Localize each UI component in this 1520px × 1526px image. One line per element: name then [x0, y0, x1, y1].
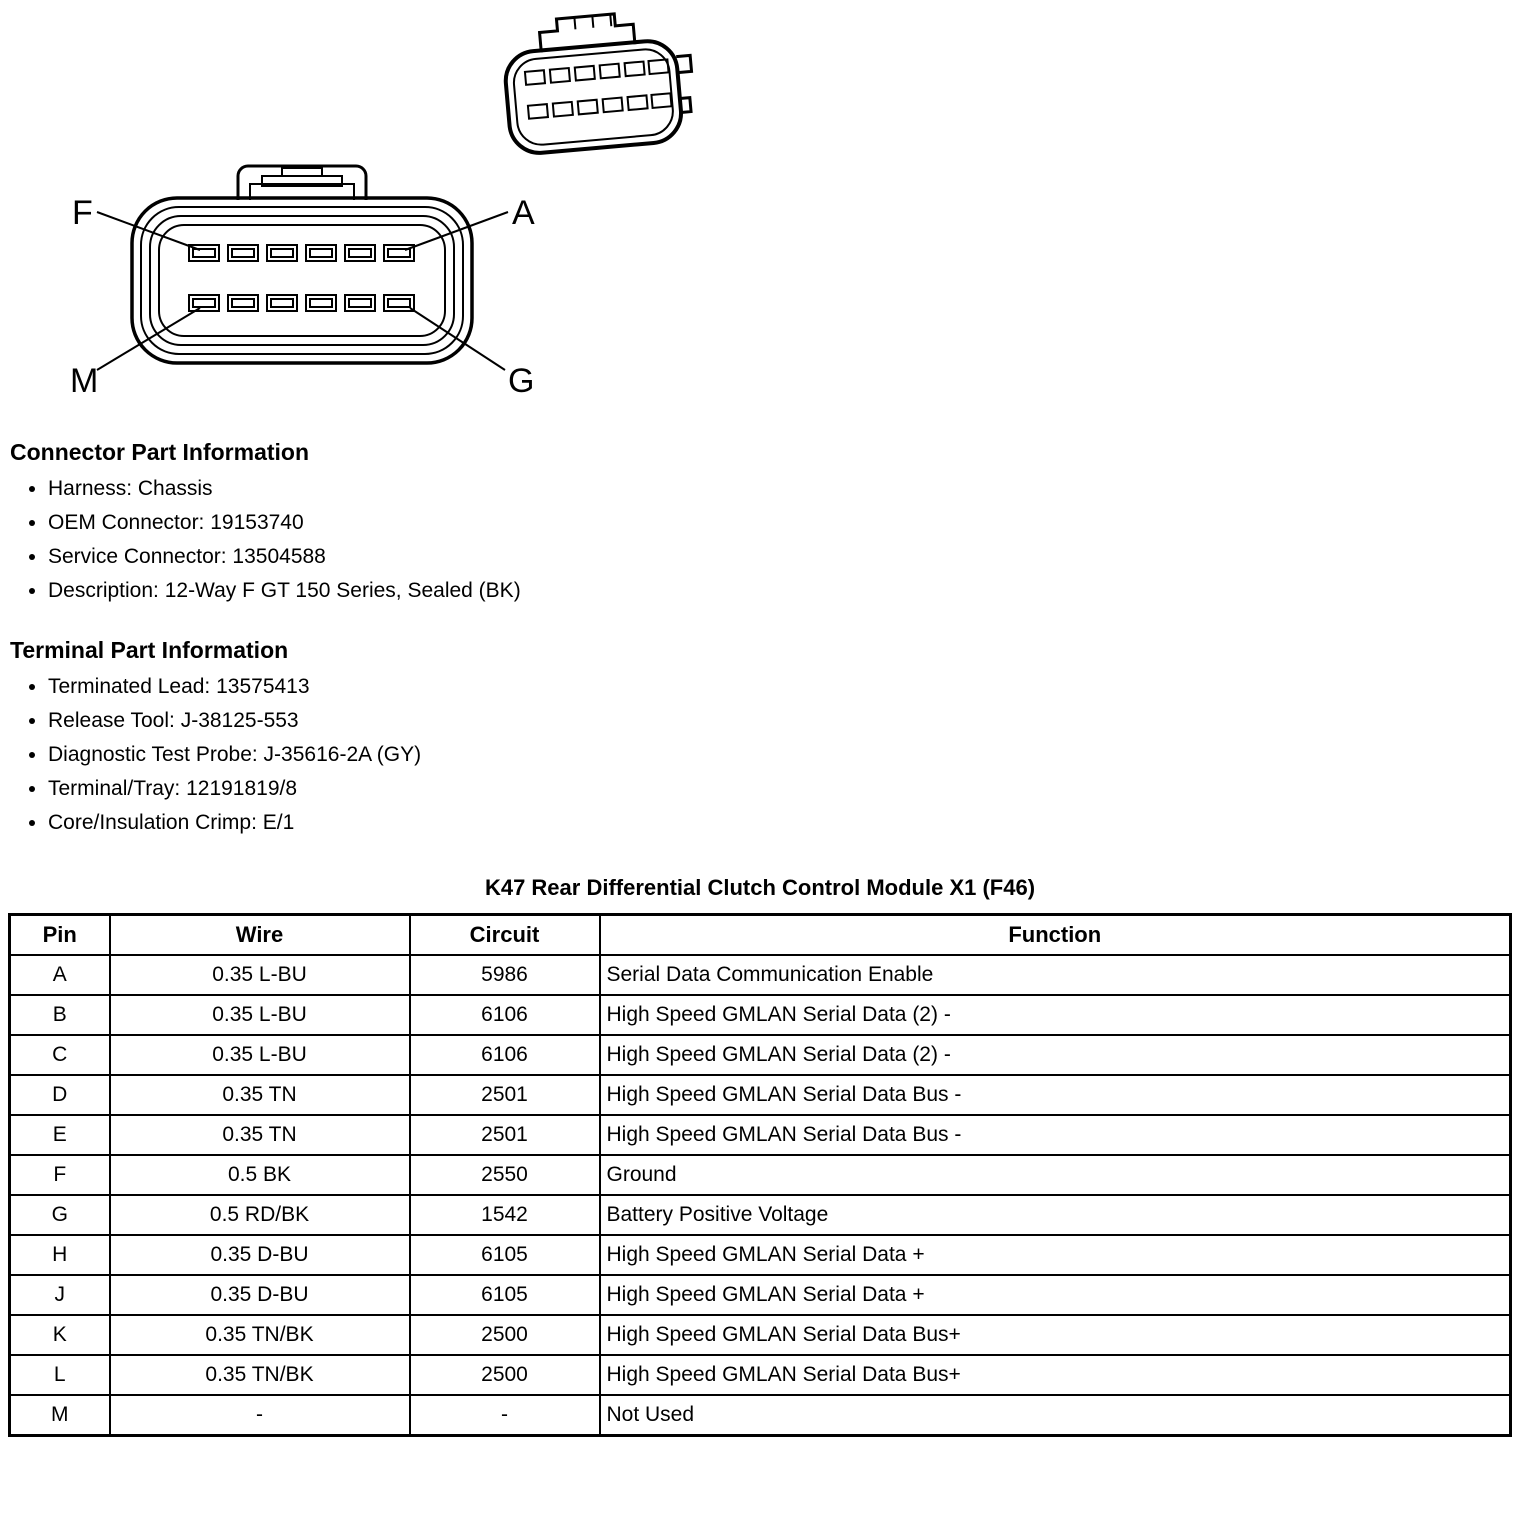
cell-pin: G	[10, 1195, 110, 1235]
list-item-harness: • Harness: Chassis	[48, 476, 1520, 501]
pin-label-f: F	[72, 194, 93, 232]
column-header-circuit: Circuit	[410, 915, 600, 956]
cell-circuit: 6105	[410, 1275, 600, 1315]
cell-function: High Speed GMLAN Serial Data +	[600, 1275, 1511, 1315]
table-title: K47 Rear Differential Clutch Control Module X1 (F46)	[484, 875, 1036, 900]
list-item-description: • Description: 12-Way F GT 150 Series, Sealed (BK)	[48, 578, 1520, 603]
cell-wire: 0.35 D-BU	[110, 1275, 410, 1315]
connector-perspective-icon	[501, 8, 698, 156]
pinout-table	[8, 913, 1512, 1437]
cell-pin: B	[10, 995, 110, 1035]
leader-line-a	[405, 212, 508, 250]
leader-line-m	[97, 308, 200, 370]
cell-function: Battery Positive Voltage	[600, 1195, 1511, 1235]
cell-circuit: 6105	[410, 1235, 600, 1275]
cell-pin: J	[10, 1275, 110, 1315]
cell-pin: C	[10, 1035, 110, 1075]
list-item-terminal-tray: • Terminal/Tray: 12191819/8	[48, 776, 1520, 801]
cell-function: High Speed GMLAN Serial Data (2) -	[600, 995, 1511, 1035]
cell-wire: 0.35 L-BU	[110, 995, 410, 1035]
cell-function: High Speed GMLAN Serial Data (2) -	[600, 1035, 1511, 1075]
cell-circuit: 2501	[410, 1115, 600, 1155]
cell-circuit: 2500	[410, 1315, 600, 1355]
list-item-oem-connector: • OEM Connector: 19153740	[48, 510, 1520, 535]
list-item-terminated-lead: • Terminated Lead: 13575413	[48, 674, 1520, 699]
connector-face-view	[97, 166, 508, 370]
connector-part-info-list	[0, 476, 1520, 603]
table-header-row	[10, 915, 1511, 956]
connector-diagram-svg	[0, 0, 1520, 405]
table-row-d	[10, 1075, 1511, 1115]
cell-pin: H	[10, 1235, 110, 1275]
cell-function: High Speed GMLAN Serial Data Bus -	[600, 1115, 1511, 1155]
table-row-j	[10, 1275, 1511, 1315]
table-row-f	[10, 1155, 1511, 1195]
cell-pin: A	[10, 955, 110, 995]
cell-wire: 0.35 TN	[110, 1115, 410, 1155]
pin-row-bottom	[189, 295, 414, 311]
cell-circuit: 5986	[410, 955, 600, 995]
leader-line-f	[97, 212, 200, 250]
cell-pin: F	[10, 1155, 110, 1195]
cell-circuit: -	[410, 1395, 600, 1436]
cell-pin: M	[10, 1395, 110, 1436]
table-row-h	[10, 1235, 1511, 1275]
cell-pin: K	[10, 1315, 110, 1355]
cell-function: High Speed GMLAN Serial Data Bus -	[600, 1075, 1511, 1115]
table-row-l	[10, 1355, 1511, 1395]
cell-function: Ground	[600, 1155, 1511, 1195]
cell-wire: 0.35 TN/BK	[110, 1315, 410, 1355]
cell-pin: L	[10, 1355, 110, 1395]
cell-circuit: 2500	[410, 1355, 600, 1395]
pin-label-g: G	[508, 362, 535, 400]
column-header-function: Function	[600, 915, 1511, 956]
cell-wire: 0.35 TN/BK	[110, 1355, 410, 1395]
table-row-k	[10, 1315, 1511, 1355]
cell-pin: D	[10, 1075, 110, 1115]
pin-label-m: M	[70, 362, 99, 400]
cell-circuit: 6106	[410, 1035, 600, 1075]
table-row-a	[10, 955, 1511, 995]
cell-pin: E	[10, 1115, 110, 1155]
connector-diagram	[0, 0, 1520, 405]
cell-function: High Speed GMLAN Serial Data +	[600, 1235, 1511, 1275]
cell-wire: 0.5 BK	[110, 1155, 410, 1195]
connector-part-info-heading: Connector Part Information	[10, 439, 310, 465]
terminal-part-info-heading: Terminal Part Information	[10, 637, 289, 663]
cell-function: High Speed GMLAN Serial Data Bus+	[600, 1355, 1511, 1395]
list-item-diagnostic-test-probe: • Diagnostic Test Probe: J-35616-2A (GY)	[48, 742, 1520, 767]
table-row-e	[10, 1115, 1511, 1155]
cell-circuit: 2501	[410, 1075, 600, 1115]
cell-wire: 0.35 D-BU	[110, 1235, 410, 1275]
cell-wire: 0.35 TN	[110, 1075, 410, 1115]
cell-wire: 0.35 L-BU	[110, 955, 410, 995]
list-item-release-tool: • Release Tool: J-38125-553	[48, 708, 1520, 733]
column-header-pin: Pin	[10, 915, 110, 956]
table-row-g	[10, 1195, 1511, 1235]
leader-line-g	[410, 308, 505, 370]
column-header-wire: Wire	[110, 915, 410, 956]
terminal-part-info-list	[0, 674, 1520, 835]
cell-function: Not Used	[600, 1395, 1511, 1436]
table-row-b	[10, 995, 1511, 1035]
cell-circuit: 6106	[410, 995, 600, 1035]
cell-function: Serial Data Communication Enable	[600, 955, 1511, 995]
pin-label-a: A	[512, 194, 535, 232]
table-row-c	[10, 1035, 1511, 1075]
cell-wire: 0.35 L-BU	[110, 1035, 410, 1075]
list-item-core-insulation-crimp: • Core/Insulation Crimp: E/1	[48, 810, 1520, 835]
cell-circuit: 1542	[410, 1195, 600, 1235]
cell-wire: -	[110, 1395, 410, 1436]
cell-wire: 0.5 RD/BK	[110, 1195, 410, 1235]
list-item-service-connector: • Service Connector: 13504588	[48, 544, 1520, 569]
cell-function: High Speed GMLAN Serial Data Bus+	[600, 1315, 1511, 1355]
table-row-m	[10, 1395, 1511, 1436]
cell-circuit: 2550	[410, 1155, 600, 1195]
pin-row-top	[189, 245, 414, 261]
